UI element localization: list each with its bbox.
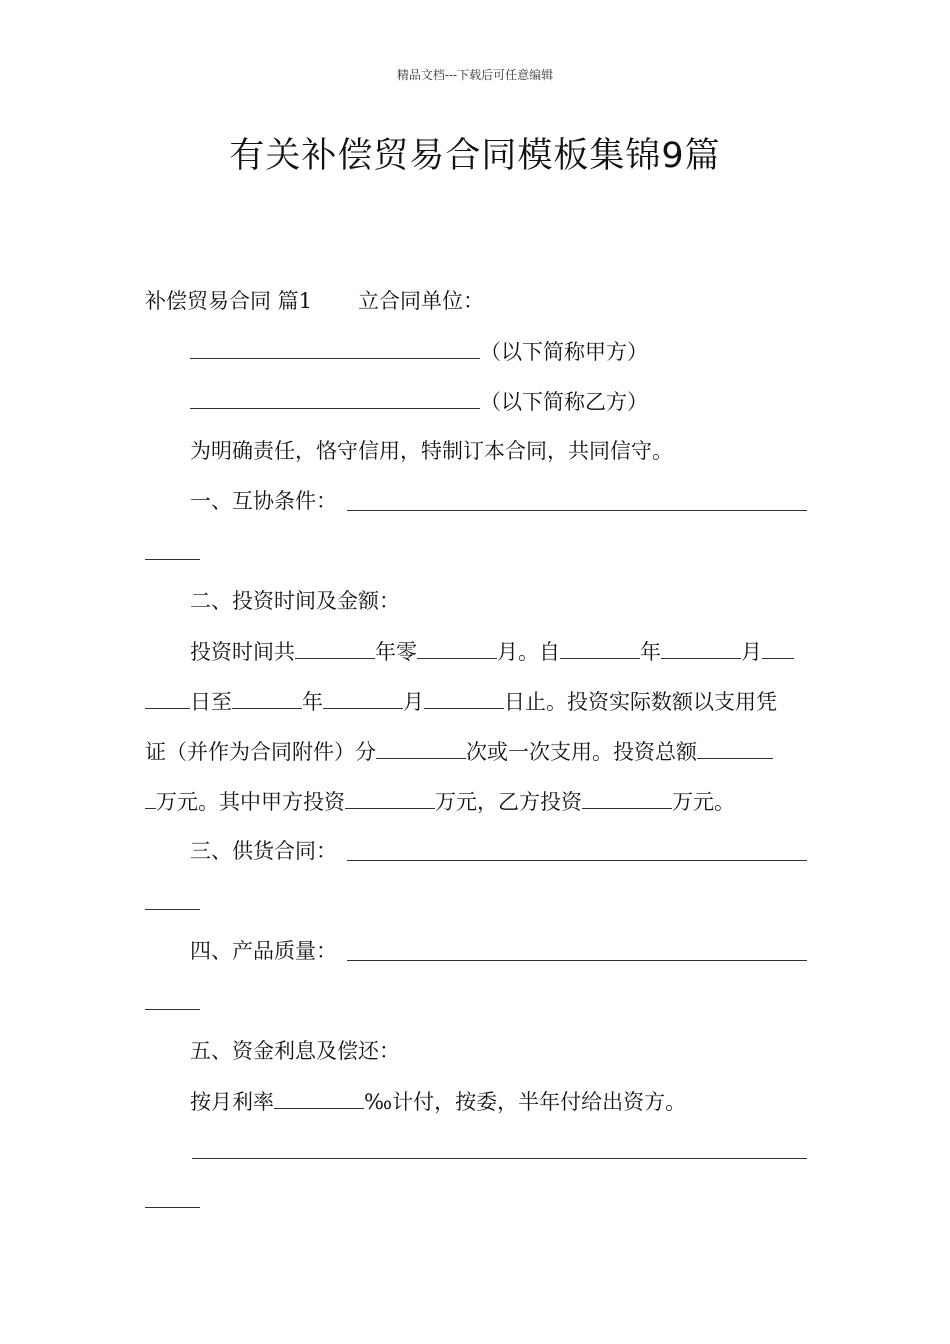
investment-text-2: 年零 — [375, 640, 417, 664]
repayment-blank — [192, 1158, 807, 1159]
section-heading-line — [145, 286, 807, 316]
investment-text-4: 年 — [640, 640, 661, 664]
item-5-label: 五、资金利息及偿还： — [190, 1039, 400, 1063]
item-4-blank-continued — [145, 1009, 200, 1010]
party-b-suffix: （以下简称乙方） — [480, 390, 648, 414]
item-1-blank-continued — [145, 559, 200, 560]
item-2-label: 二、投资时间及金额： — [190, 589, 400, 613]
item-4-line — [190, 936, 807, 966]
item-4-blank — [347, 960, 807, 961]
interest-text-1: 按月利率 — [190, 1090, 274, 1114]
investment-line-4 — [145, 786, 807, 816]
blank-total-investment — [697, 736, 773, 759]
item-3-blank-continued — [145, 909, 200, 910]
blank-total-investment-continued — [145, 786, 156, 809]
blank-end-day — [424, 686, 504, 709]
item-3-label: 三、供货合同： — [190, 839, 337, 863]
item-1-blank — [347, 510, 807, 511]
investment-text-14: 万元。 — [672, 790, 735, 814]
investment-line-1 — [190, 636, 807, 666]
blank-start-day — [762, 636, 794, 659]
blank-party-b-investment — [582, 786, 672, 809]
investment-line-3 — [145, 736, 807, 766]
blank-draw-count — [376, 736, 466, 759]
investment-text-12: 万元。其中甲方投资 — [156, 790, 345, 814]
blank-start-day-continued — [145, 686, 190, 709]
document-title: 有关补偿贸易合同模板集锦9篇 — [229, 136, 721, 176]
blank-end-year — [232, 686, 302, 709]
interest-line — [190, 1086, 807, 1116]
item-3-blank — [347, 860, 807, 861]
intro-paragraph: 为明确责任，恪守信用，特制订本合同，共同信守。 — [190, 439, 673, 463]
blank-party-a-investment — [345, 786, 435, 809]
blank-start-month — [661, 636, 741, 659]
header-note: 精品文档---下载后可任意编辑 — [396, 68, 554, 82]
party-b-blank — [190, 386, 480, 409]
section-label: 补偿贸易合同 篇1 — [145, 289, 313, 313]
investment-text-8: 月 — [403, 690, 424, 714]
item-1-line — [190, 486, 807, 516]
investment-text-7: 年 — [302, 690, 323, 714]
investment-text-9: 日止。投资实际数额以支用凭 — [504, 690, 777, 714]
blank-months — [417, 636, 497, 659]
party-b-line — [190, 386, 807, 416]
investment-text-3: 月。自 — [497, 640, 560, 664]
party-a-line — [190, 336, 807, 366]
investment-text-10: 证（并作为合同附件）分 — [145, 740, 376, 764]
blank-start-year — [560, 636, 640, 659]
party-a-blank — [190, 336, 480, 359]
investment-text-11: 次或一次支用。投资总额 — [466, 740, 697, 764]
investment-line-2 — [145, 686, 807, 716]
party-a-suffix: （以下简称甲方） — [480, 340, 648, 364]
investment-text-1: 投资时间共 — [190, 640, 295, 664]
repayment-blank-continued — [145, 1207, 200, 1208]
interest-text-2: ‰计付，按委，半年付给出资方。 — [364, 1090, 687, 1114]
blank-end-month — [323, 686, 403, 709]
investment-text-6: 日至 — [190, 690, 232, 714]
investment-text-5: 月 — [741, 640, 762, 664]
blank-interest-rate — [274, 1086, 364, 1109]
investment-text-13: 万元，乙方投资 — [435, 790, 582, 814]
blank-years — [295, 636, 375, 659]
parties-label: 立合同单位： — [358, 289, 485, 313]
item-1-label: 一、互协条件： — [190, 489, 337, 513]
item-3-line — [190, 836, 807, 866]
item-4-label: 四、产品质量： — [190, 939, 337, 963]
